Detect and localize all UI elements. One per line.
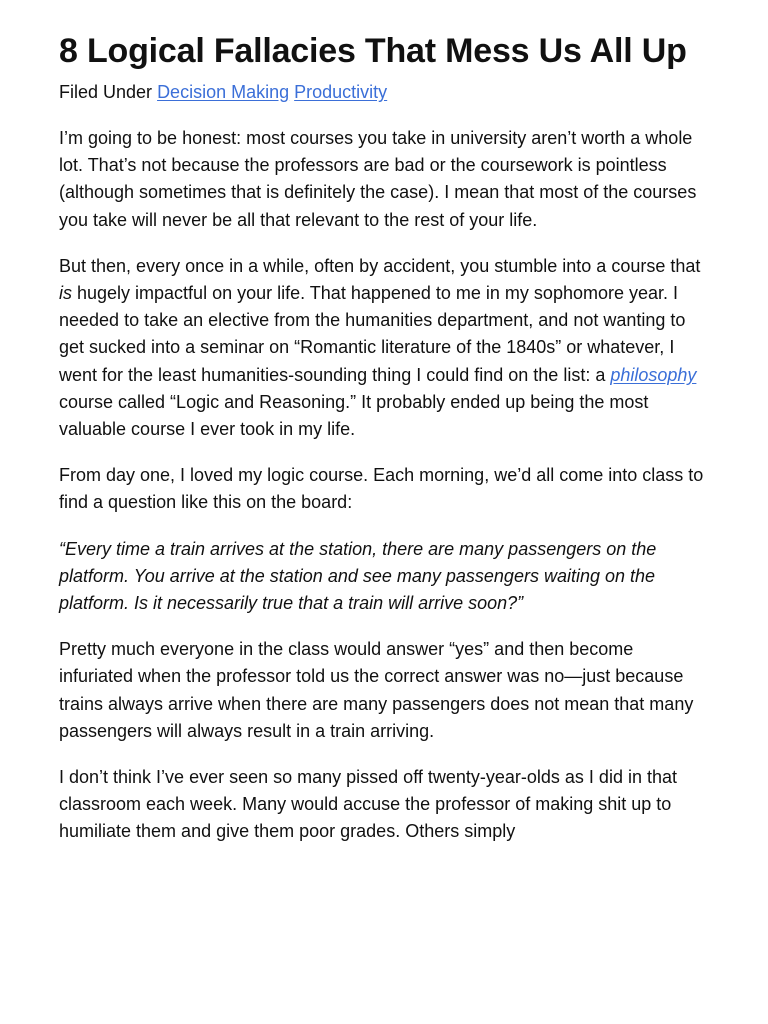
paragraph-3: From day one, I loved my logic course. Each morning, we’d all come into class to find a question like this on the board: <box>59 465 704 513</box>
filed-under-label: Filed Under <box>59 82 153 102</box>
category-link-productivity[interactable]: Productivity <box>294 82 388 102</box>
paragraph-5: I don’t think I’ve ever seen so many pissed off twenty-year-olds as I did in that classroom each week. Many would accuse the professor of making shit up to humiliate them and give them poor grades. Others simply <box>59 767 677 842</box>
article-title: 8 Logical Fallacies That Mess Us All Up <box>59 32 687 70</box>
paragraph-1: I’m going to be honest: most courses you take in university aren’t worth a whole lot. That’s not because the professors are bad or the coursework is pointless (although sometimes that is definitely the case). I mean that most of the courses you take will never be all that relevant to the rest of your life. <box>59 128 697 230</box>
paragraph-2 <box>59 253 709 443</box>
article-body <box>59 125 709 846</box>
philosophy-link[interactable] <box>610 365 696 385</box>
paragraph-2-text-c: course called “Logic and Reasoning.” It probably ended up being the most valuable course I ever took in my life. <box>59 391 649 440</box>
paragraph-4: Pretty much everyone in the class would answer “yes” and then become infuriated when the professor told us the correct answer was no—just because trains always arrive when there are many passengers does not mean that many passengers will always result in a train arriving. <box>59 639 694 741</box>
blockquote: “Every time a train arrives at the station, there are many passengers on the platform. You arrive at the station and see many passengers waiting on the platform. Is it necessarily true that a train will arrive soon?” <box>59 538 657 614</box>
philosophy-link-text: philosophy <box>610 364 697 385</box>
paragraph-2-emphasis: is <box>59 283 72 304</box>
filed-under <box>59 80 709 104</box>
paragraph-2-text-a: But then, every once in a while, often by accident, you stumble into a course that <box>59 255 701 276</box>
article-content <box>59 30 709 865</box>
category-link-decision-making[interactable]: Decision Making <box>157 82 290 102</box>
paragraph-2-text-b: hugely impactful on your life. That happened to me in my sophomore year. I needed to take an elective from the humanities department, and not wanting to get sucked into a seminar on “Romantic literature of the 1840s” or whatever, I went for the least humanities-sounding thing I could find on the list: a <box>59 283 686 385</box>
